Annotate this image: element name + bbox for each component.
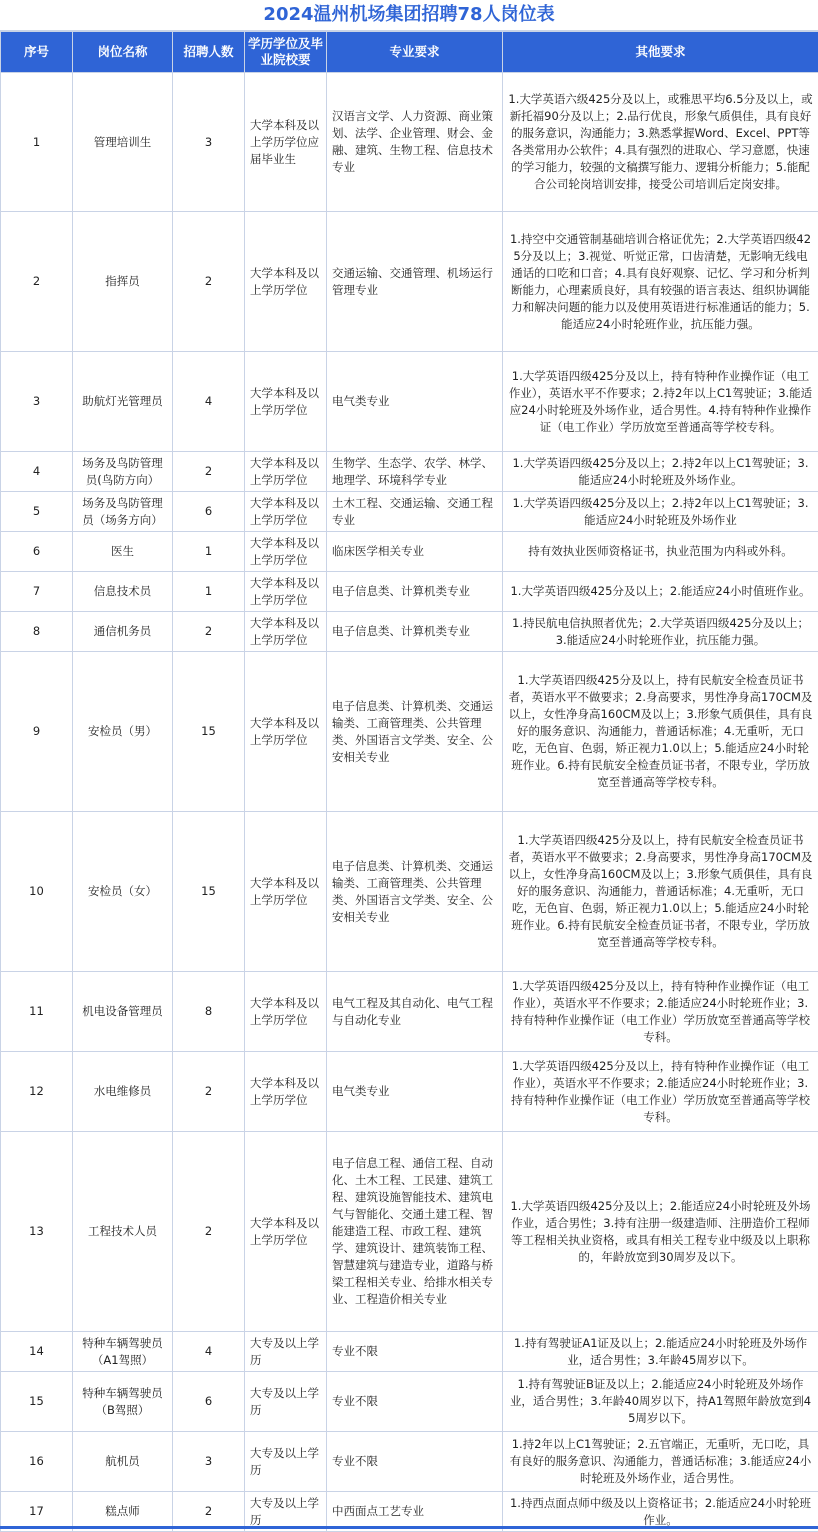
cell-education: 大学本科及以上学历学位 (245, 212, 327, 352)
cell-position-name: 医生 (73, 532, 173, 572)
cell-education: 大学本科及以上学历学位 (245, 572, 327, 612)
cell-other: 1.大学英语四级425分及以上；2.能适应24小时轮班及外场作业，适合男性；3.持有注册一级建造师、注册造价工程师等工程相关执业资格，或具有相关工程专业中级及以上职称的，年龄放宽到30周岁及以下。 (503, 1132, 818, 1332)
cell-position-name: 指挥员 (73, 212, 173, 352)
cell-position-name: 安检员（女） (73, 812, 173, 972)
cell-no: 16 (1, 1432, 73, 1492)
cell-no: 2 (1, 212, 73, 352)
table-row (1, 1332, 818, 1372)
cell-no: 6 (1, 532, 73, 572)
cell-education: 大学本科及以上学历学位 (245, 452, 327, 492)
cell-position-name: 航机员 (73, 1432, 173, 1492)
table-row (1, 1372, 818, 1432)
cell-education: 大学本科及以上学历学位 (245, 352, 327, 452)
cell-position-name: 糕点师 (73, 1492, 173, 1532)
cell-position-name: 通信机务员 (73, 612, 173, 652)
cell-other: 1.大学英语四级425分及以上，持有特种作业操作证（电工作业），英语水平不作要求；2.持2年以上C1驾驶证；3.能适应24小时轮班及外场作业，适合男性。4.持有特种作业操作证（电工作业）学历放宽至普通高等学校专科。 (503, 352, 818, 452)
cell-other: 1.大学英语四级425分及以上，持有民航安全检查员证书者，英语水平不做要求；2.身高要求，男性净身高170CM及以上，女性净身高160CM及以上；3.形象气质俱佳，具有良好的服务意识、沟通能力，普通话标准；4.无重听，无口吃，无色盲、色弱，矫正视力1.0以上；5.能适应24小时轮班作业。6.持有民航安全检查员证书者，不限专业，学历放宽至普通高等学校专科。 (503, 652, 818, 812)
cell-no: 4 (1, 452, 73, 492)
positions-table (0, 31, 818, 1532)
cell-education: 大学本科及以上学历学位 (245, 532, 327, 572)
cell-other: 1.大学英语四级425分及以上，持有民航安全检查员证书者，英语水平不做要求；2.身高要求，男性净身高170CM及以上，女性净身高160CM及以上；3.形象气质俱佳，具有良好的服务意识、沟通能力，普通话标准；4.无重听，无口吃，无色盲、色弱，矫正视力1.0以上；5.能适应24小时轮班作业。6.持有民航安全检查员证书者，不限专业，学历放宽至普通高等学校专科。 (503, 812, 818, 972)
cell-education: 大学本科及以上学历学位 (245, 812, 327, 972)
cell-other: 1.持西点面点师中级及以上资格证书；2.能适应24小时轮班作业。 (503, 1492, 818, 1532)
cell-count: 6 (173, 492, 245, 532)
cell-no: 14 (1, 1332, 73, 1372)
cell-no: 12 (1, 1052, 73, 1132)
cell-count: 2 (173, 1492, 245, 1532)
cell-no: 9 (1, 652, 73, 812)
cell-count: 4 (173, 352, 245, 452)
table-row (1, 612, 818, 652)
header-count: 招聘人数 (173, 32, 245, 73)
cell-no: 7 (1, 572, 73, 612)
cell-education: 大专及以上学历 (245, 1492, 327, 1532)
cell-education: 大学本科及以上学历学位应届毕业生 (245, 73, 327, 212)
cell-no: 3 (1, 352, 73, 452)
header-education: 学历学位及毕业院校要 (245, 32, 327, 73)
table-row (1, 352, 818, 452)
header-other: 其他要求 (503, 32, 818, 73)
cell-count: 3 (173, 1432, 245, 1492)
cell-count: 2 (173, 612, 245, 652)
table-row (1, 212, 818, 352)
cell-count: 15 (173, 812, 245, 972)
table-row (1, 652, 818, 812)
header-no: 序号 (1, 32, 73, 73)
cell-count: 1 (173, 572, 245, 612)
cell-major: 电子信息类、计算机类、交通运输类、工商管理类、公共管理类、外国语言文学类、安全、公安相关专业 (327, 812, 503, 972)
cell-other: 1.持有驾驶证B证及以上；2.能适应24小时轮班及外场作业，适合男性；3.年龄40周岁以下，持A1驾照年龄放宽到45周岁以下。 (503, 1372, 818, 1432)
cell-major: 电子信息类、计算机类专业 (327, 612, 503, 652)
cell-position-name: 特种车辆驾驶员（B驾照） (73, 1372, 173, 1432)
cell-other: 1.持有驾驶证A1证及以上；2.能适应24小时轮班及外场作业，适合男性；3.年龄45周岁以下。 (503, 1332, 818, 1372)
table-header-row (1, 32, 818, 73)
table-row (1, 532, 818, 572)
cell-position-name: 信息技术员 (73, 572, 173, 612)
header-name: 岗位名称 (73, 32, 173, 73)
cell-count: 2 (173, 1132, 245, 1332)
table-row (1, 452, 818, 492)
cell-major: 专业不限 (327, 1372, 503, 1432)
cell-other: 1.大学英语四级425分及以上；2.持2年以上C1驾驶证；3.能适应24小时轮班及外场作业。 (503, 452, 818, 492)
cell-other: 持有效执业医师资格证书，执业范围为内科或外科。 (503, 532, 818, 572)
cell-position-name: 助航灯光管理员 (73, 352, 173, 452)
cell-major: 汉语言文学、人力资源、商业策划、法学、企业管理、财会、金融、建筑、生物工程、信息技术专业 (327, 73, 503, 212)
cell-major: 交通运输、交通管理、机场运行管理专业 (327, 212, 503, 352)
cell-major: 专业不限 (327, 1332, 503, 1372)
cell-education: 大专及以上学历 (245, 1432, 327, 1492)
cell-count: 8 (173, 972, 245, 1052)
cell-count: 1 (173, 532, 245, 572)
cell-no: 13 (1, 1132, 73, 1332)
table-row (1, 1132, 818, 1332)
cell-major: 电气类专业 (327, 1052, 503, 1132)
cell-major: 中西面点工艺专业 (327, 1492, 503, 1532)
cell-count: 15 (173, 652, 245, 812)
cell-major: 临床医学相关专业 (327, 532, 503, 572)
table-row (1, 1432, 818, 1492)
cell-no: 15 (1, 1372, 73, 1432)
table-row (1, 812, 818, 972)
table-row (1, 1052, 818, 1132)
cell-major: 专业不限 (327, 1432, 503, 1492)
header-major: 专业要求 (327, 32, 503, 73)
cell-other: 1.大学英语四级425分及以上；2.持2年以上C1驾驶证；3.能适应24小时轮班及外场作业 (503, 492, 818, 532)
cell-education: 大学本科及以上学历学位 (245, 1132, 327, 1332)
cell-other: 1.大学英语四级425分及以上；2.能适应24小时值班作业。 (503, 572, 818, 612)
cell-position-name: 管理培训生 (73, 73, 173, 212)
cell-no: 8 (1, 612, 73, 652)
cell-position-name: 工程技术人员 (73, 1132, 173, 1332)
table-row (1, 972, 818, 1052)
table-row (1, 492, 818, 532)
table-body (1, 73, 818, 1532)
cell-count: 2 (173, 212, 245, 352)
cell-major: 土木工程、交通运输、交通工程专业 (327, 492, 503, 532)
cell-other: 1.持空中交通管制基础培训合格证优先；2.大学英语四级425分及以上；3.视觉、听觉正常，口齿清楚，无影响无线电通话的口吃和口音；4.具有良好观察、记忆、学习和分析判断能力，心理素质良好，具有较强的语言表达、组织协调能力和解决问题的能力以及使用英语进行标准通话的能力；5.能适应24小时轮班作业，抗压能力强。 (503, 212, 818, 352)
cell-count: 3 (173, 73, 245, 212)
cell-education: 大专及以上学历 (245, 1372, 327, 1432)
cell-other: 1.大学英语六级425分及以上，或雅思平均6.5分及以上，或新托福90分及以上；2.品行优良，形象气质俱佳，具有良好的服务意识，沟通能力；3.熟悉掌握Word、Excel、PPT等各类常用办公软件；4.具有强烈的进取心、学习意愿，快速的学习能力，较强的文稿撰写能力、逻辑分析能力；5.能配合公司轮岗培训安排，接受公司培训后定岗安排。 (503, 73, 818, 212)
cell-education: 大学本科及以上学历学位 (245, 972, 327, 1052)
table-row (1, 572, 818, 612)
cell-major: 电子信息类、计算机类、交通运输类、工商管理类、公共管理类、外国语言文学类、安全、公安相关专业 (327, 652, 503, 812)
cell-education: 大学本科及以上学历学位 (245, 492, 327, 532)
cell-major: 电气工程及其自动化、电气工程与自动化专业 (327, 972, 503, 1052)
cell-other: 1.持2年以上C1驾驶证；2.五官端正，无重听，无口吃，具有良好的服务意识、沟通能力，普通话标准；3.能适应24小时轮班及外场作业，适合男性。 (503, 1432, 818, 1492)
cell-position-name: 安检员（男） (73, 652, 173, 812)
cell-no: 17 (1, 1492, 73, 1532)
cell-other: 1.大学英语四级425分及以上，持有特种作业操作证（电工作业），英语水平不作要求；2.能适应24小时轮班作业；3.持有特种作业操作证（电工作业）学历放宽至普通高等学校专科。 (503, 972, 818, 1052)
cell-major: 电子信息工程、通信工程、自动化、土木工程、工民建、建筑工程、建筑设施智能技术、建筑电气与智能化、交通土建工程、智能建造工程、市政工程、建筑学、建筑设计、建筑装饰工程、智慧建筑与建造专业，道路与桥梁工程相关专业、给排水相关专业、工程造价相关专业 (327, 1132, 503, 1332)
cell-other: 1.大学英语四级425分及以上，持有特种作业操作证（电工作业），英语水平不作要求；2.能适应24小时轮班作业；3.持有特种作业操作证（电工作业）学历放宽至普通高等学校专科。 (503, 1052, 818, 1132)
table-row (1, 73, 818, 212)
cell-education: 大学本科及以上学历学位 (245, 612, 327, 652)
cell-other: 1.持民航电信执照者优先；2.大学英语四级425分及以上；3.能适应24小时轮班作业，抗压能力强。 (503, 612, 818, 652)
cell-count: 2 (173, 1052, 245, 1132)
cell-no: 1 (1, 73, 73, 212)
cell-education: 大学本科及以上学历学位 (245, 1052, 327, 1132)
cell-no: 11 (1, 972, 73, 1052)
cell-position-name: 场务及鸟防管理员(鸟防方向） (73, 452, 173, 492)
cell-major: 电气类专业 (327, 352, 503, 452)
cell-major: 电子信息类、计算机类专业 (327, 572, 503, 612)
cell-count: 4 (173, 1332, 245, 1372)
cell-count: 6 (173, 1372, 245, 1432)
page-title: 2024温州机场集团招聘78人岗位表 (0, 0, 818, 31)
cell-no: 10 (1, 812, 73, 972)
cell-position-name: 场务及鸟防管理员（场务方向） (73, 492, 173, 532)
cell-major: 生物学、生态学、农学、林学、地理学、环境科学专业 (327, 452, 503, 492)
cell-count: 2 (173, 452, 245, 492)
cell-position-name: 水电维修员 (73, 1052, 173, 1132)
cell-position-name: 机电设备管理员 (73, 972, 173, 1052)
cell-education: 大学本科及以上学历学位 (245, 652, 327, 812)
cell-no: 5 (1, 492, 73, 532)
cell-position-name: 特种车辆驾驶员（A1驾照） (73, 1332, 173, 1372)
cell-education: 大专及以上学历 (245, 1332, 327, 1372)
